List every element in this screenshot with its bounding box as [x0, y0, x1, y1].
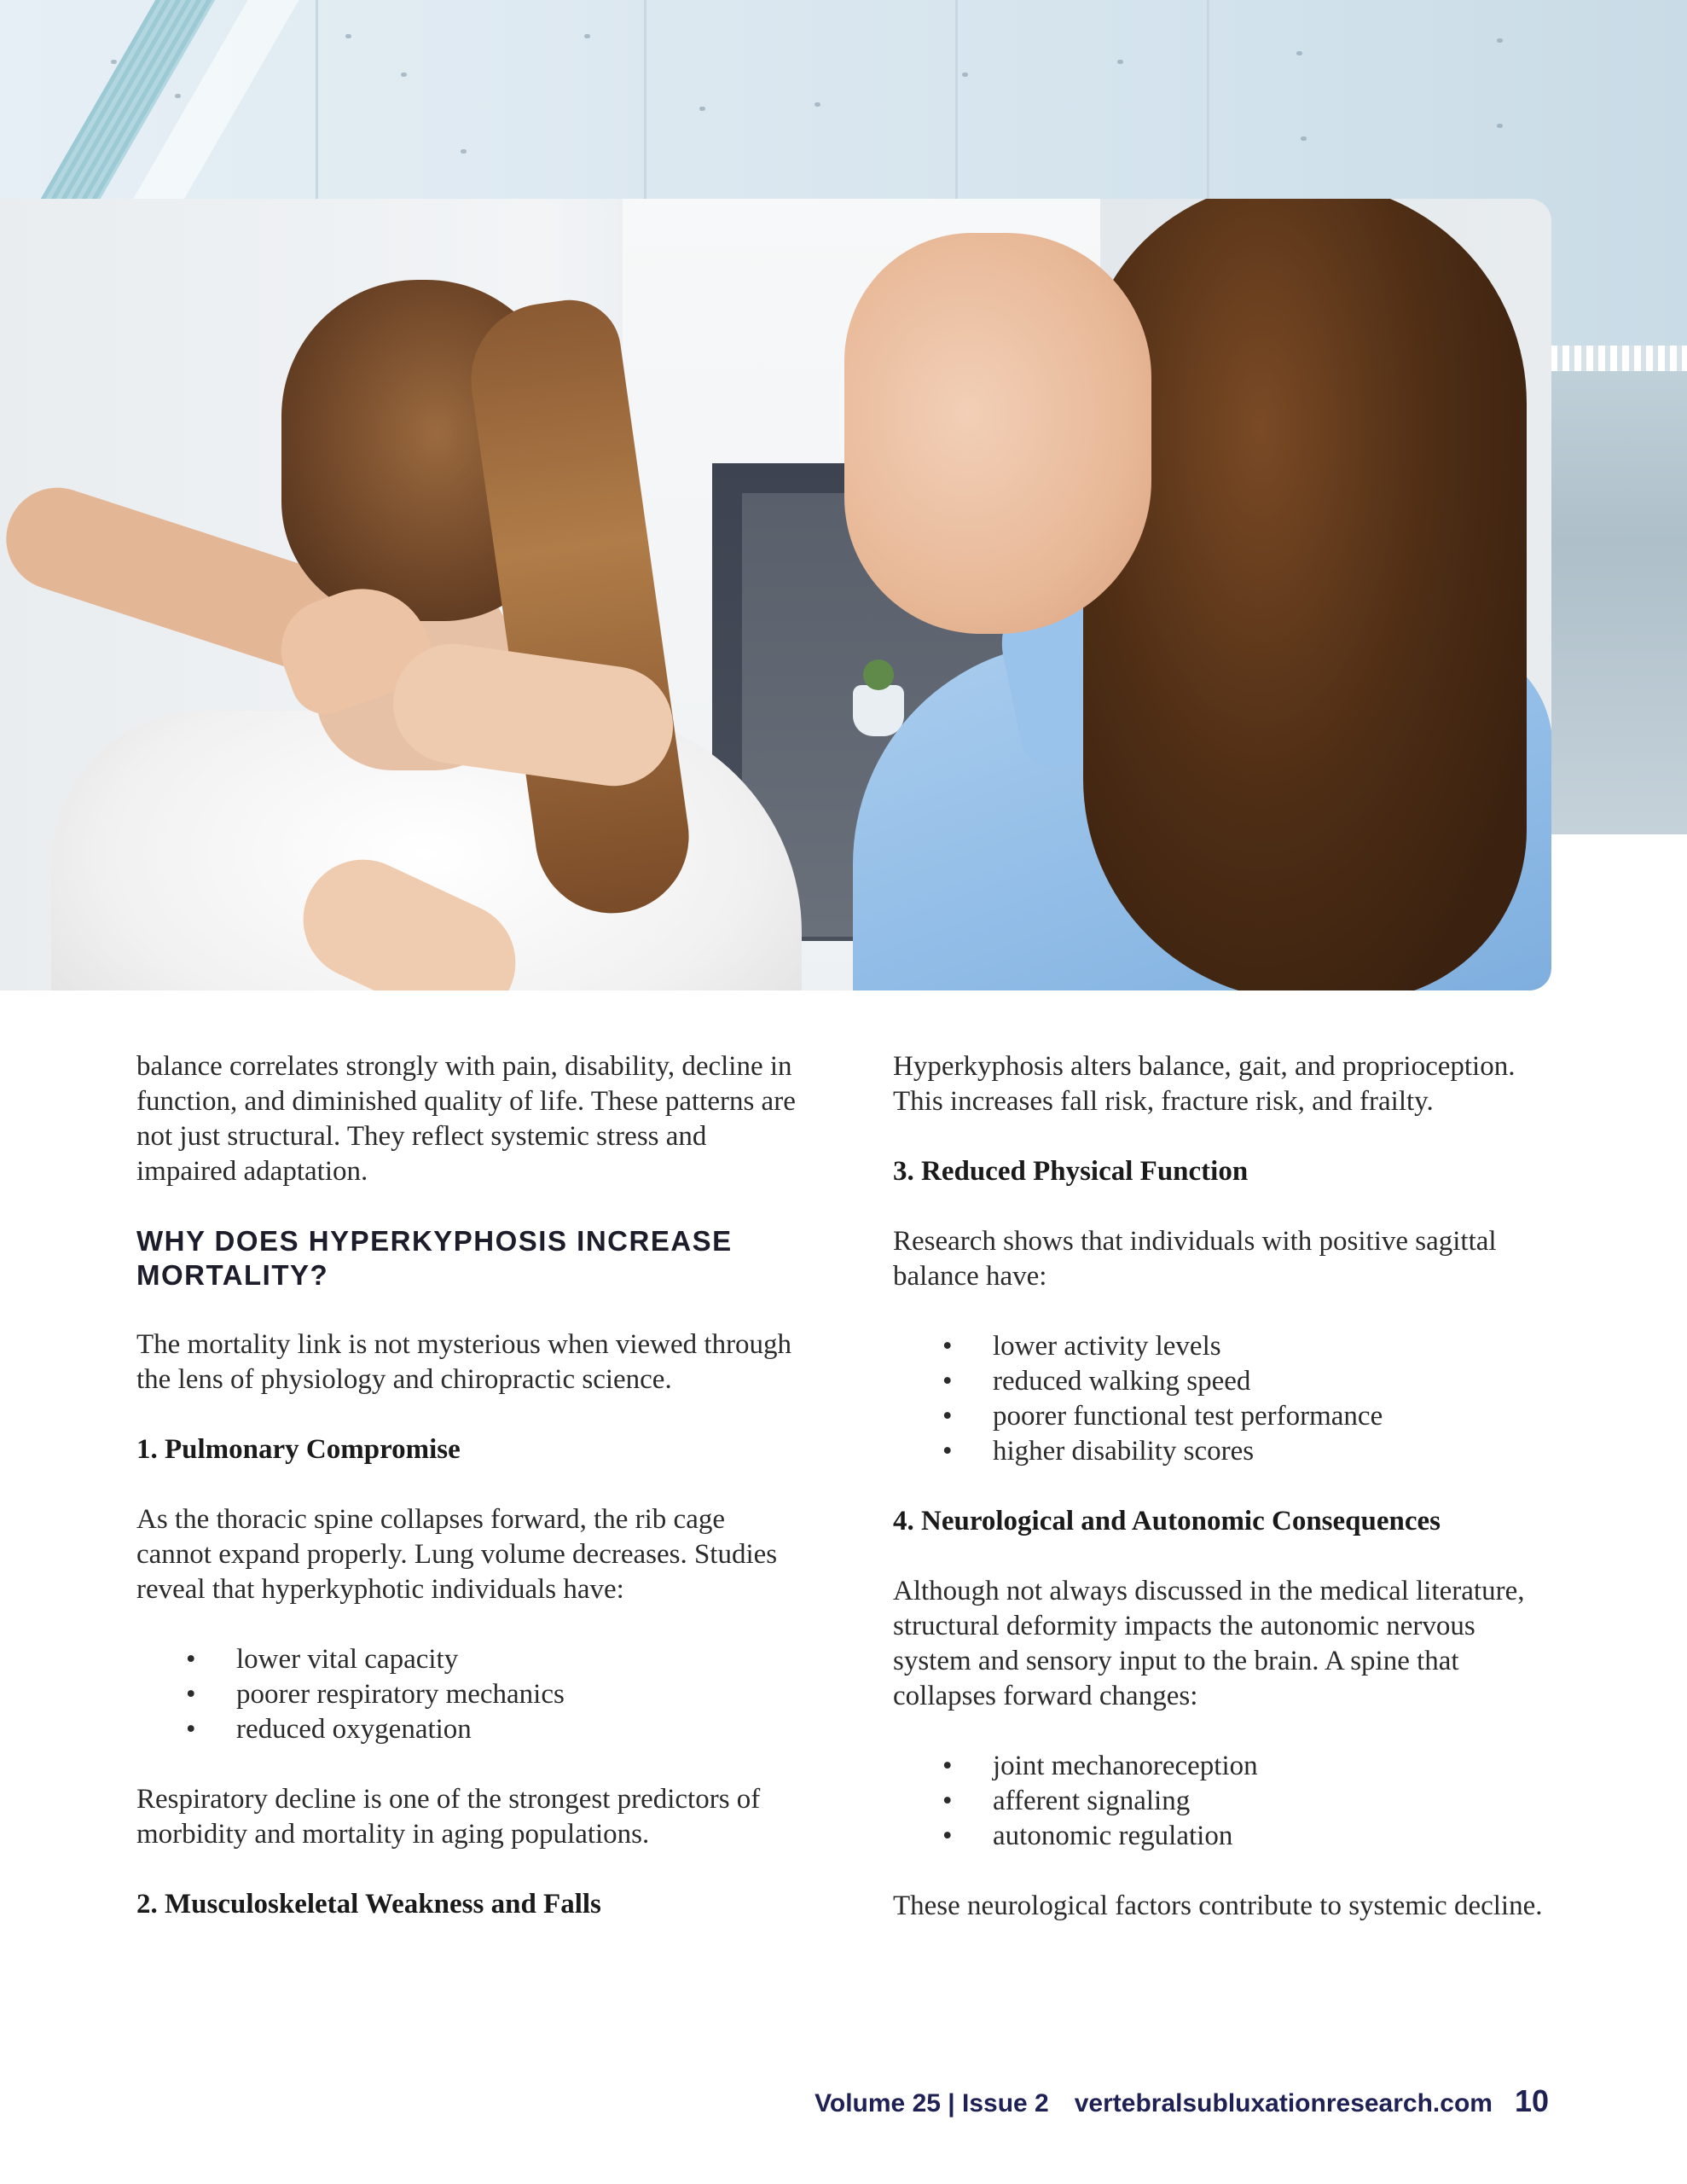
background-bolt: [1301, 136, 1307, 141]
list-item: [893, 1784, 1558, 1819]
bullet-icon: •: [942, 1436, 953, 1467]
page-footer: [815, 2084, 1549, 2118]
background-bolt: [1497, 124, 1503, 128]
list-item: [136, 1677, 802, 1712]
list-item-text: autonomic regulation: [993, 1821, 1233, 1851]
pulmonary-paragraph: As the thoracic spine collapses forward, the rib cage cannot expand properly. Lung volume decreases. Studies reveal that hyperkyphotic individuals have:: [136, 1504, 778, 1605]
background-bolt: [401, 73, 407, 77]
page-number: 10: [1514, 2083, 1549, 2118]
bullet-icon: •: [186, 1714, 196, 1745]
background-panel-seam: [644, 0, 646, 205]
website-link[interactable]: vertebralsubluxationresearch.com: [1074, 2089, 1493, 2117]
list-item-text: joint mechanoreception: [993, 1751, 1258, 1781]
bullet-icon: •: [942, 1786, 953, 1816]
section-heading: WHY DOES HYPERKYPHOSIS INCREASE MORTALITY?: [136, 1225, 733, 1291]
background-panel-seam: [955, 0, 958, 205]
neurological-heading: 4. Neurological and Autonomic Consequences: [893, 1506, 1441, 1536]
bullet-icon: •: [942, 1366, 953, 1397]
background-bolt: [1497, 38, 1503, 43]
list-item-text: lower activity levels: [993, 1331, 1221, 1362]
neurological-bullet-list: [893, 1749, 1558, 1854]
list-item-text: afferent signaling: [993, 1786, 1191, 1816]
hero-photo: [0, 199, 1551, 990]
list-item-text: reduced walking speed: [993, 1366, 1251, 1397]
list-item-text: poorer respiratory mechanics: [236, 1679, 565, 1710]
photo-plant-pot: [853, 685, 904, 736]
list-item-text: poorer functional test performance: [993, 1401, 1383, 1432]
background-panel-seam: [1207, 0, 1209, 205]
bullet-icon: •: [942, 1751, 953, 1781]
list-item-text: higher disability scores: [993, 1436, 1255, 1467]
bullet-icon: •: [942, 1331, 953, 1362]
left-column: [136, 1049, 802, 1922]
section-intro-paragraph: The mortality link is not mysterious when viewed through the lens of physiology and chiropractic science.: [136, 1329, 792, 1395]
list-item: [893, 1329, 1558, 1364]
list-item: [136, 1642, 802, 1677]
physical-function-bullet-list: [893, 1329, 1558, 1469]
background-panel-seam: [316, 0, 318, 205]
pulmonary-closing-paragraph: Respiratory decline is one of the strongest predictors of morbidity and mortality in aging populations.: [136, 1784, 761, 1850]
list-item-text: reduced oxygenation: [236, 1714, 472, 1745]
intro-paragraph: balance correlates strongly with pain, disability, decline in function, and diminished quality of life. These patterns are not just structural. They reflect systemic stress and impaired adaptation.: [136, 1051, 796, 1187]
list-item: [893, 1819, 1558, 1854]
list-item: [893, 1749, 1558, 1784]
background-bolt: [111, 60, 117, 64]
photo-plant: [863, 659, 894, 690]
background-bolt: [584, 34, 590, 38]
bullet-icon: •: [942, 1401, 953, 1432]
list-item: [893, 1434, 1558, 1469]
background-bolt: [175, 94, 181, 98]
neurological-paragraph: Although not always discussed in the medical literature, structural deformity impacts the autonomic nervous system and sensory input to the brain. A spine that collapses forward changes:: [893, 1576, 1525, 1711]
practitioner-hair: [1083, 199, 1527, 990]
list-item: [893, 1364, 1558, 1399]
background-bolt: [1117, 60, 1123, 64]
bullet-icon: •: [186, 1679, 196, 1710]
background-bolt: [345, 34, 351, 38]
list-item-text: lower vital capacity: [236, 1644, 459, 1675]
background-bolt: [962, 73, 968, 77]
issue-label: Volume 25 | Issue 2: [815, 2089, 1049, 2117]
background-window: [1551, 346, 1687, 834]
pulmonary-bullet-list: [136, 1642, 802, 1747]
physical-function-heading: 3. Reduced Physical Function: [893, 1156, 1249, 1187]
list-item: [136, 1712, 802, 1747]
falls-paragraph: Hyperkyphosis alters balance, gait, and proprioception. This increases fall risk, fracture risk, and frailty.: [893, 1051, 1516, 1117]
bullet-icon: •: [186, 1644, 196, 1675]
background-bolt: [815, 102, 820, 107]
practitioner-face: [844, 233, 1151, 634]
background-bolt: [1296, 51, 1302, 55]
bullet-icon: •: [942, 1821, 953, 1851]
list-item: [893, 1399, 1558, 1434]
pulmonary-heading: 1. Pulmonary Compromise: [136, 1434, 461, 1465]
musculoskeletal-heading: 2. Musculoskeletal Weakness and Falls: [136, 1889, 601, 1920]
physical-function-paragraph: Research shows that individuals with positive sagittal balance have:: [893, 1226, 1497, 1292]
background-bolt: [461, 149, 467, 154]
background-railing: [1551, 346, 1687, 371]
neurological-closing-paragraph: These neurological factors contribute to systemic decline.: [893, 1891, 1543, 1921]
background-bolt: [699, 107, 705, 111]
right-column: [893, 1049, 1558, 1924]
